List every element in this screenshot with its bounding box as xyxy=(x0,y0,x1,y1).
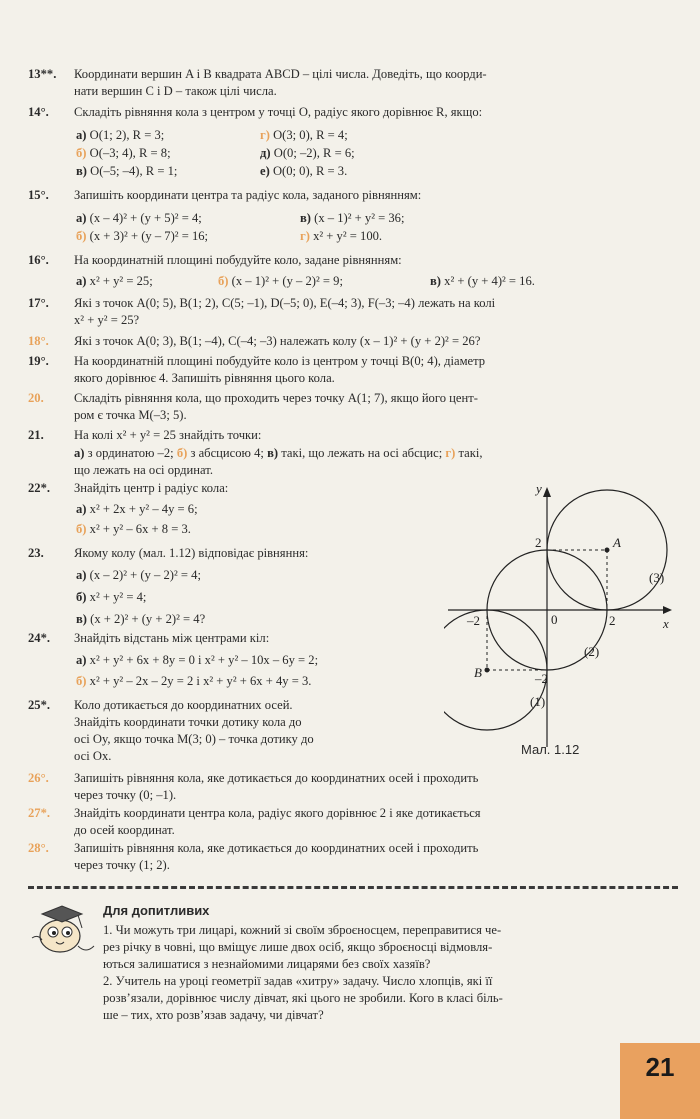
problem-text: На координатній площині побудуйте коло, задане рівнянням: xyxy=(74,253,402,267)
problem-number: 28°. xyxy=(28,841,49,855)
p14-g: г) O(3; 0), R = 4; xyxy=(260,128,348,142)
problem-text: Складіть рівняння кола, що проходить через точку A(1; 7), якщо його цент- xyxy=(74,391,478,405)
p15-v: в) (x – 1)² + y² = 36; xyxy=(300,211,405,225)
problem-number: 22*. xyxy=(28,481,51,495)
p16-a: а) x² + y² = 25; xyxy=(76,274,153,288)
problem-text: осі Oy, якщо точка M(3; 0) – точка дотику до xyxy=(74,732,314,746)
p21-line2: що лежать на осі ординат. xyxy=(74,463,213,477)
problem-text: Знайдіть відстань між центрами кіл: xyxy=(74,631,270,645)
label-zero: 0 xyxy=(551,612,558,627)
problem-text: через точку (0; –1). xyxy=(74,788,177,802)
p23-v: в) (x + 2)² + (y + 2)² = 4? xyxy=(76,612,206,626)
problem-number: 26°. xyxy=(28,771,49,785)
problem-text: Які з точок A(0; 5), B(1; 2), C(5; –1), D(–5; 0), E(–4; 3), F(–3; –4) лежать на колі xyxy=(74,296,496,310)
p21-line1: а) з ординатою –2; б) з абсцисою 4; в) такі, що лежать на осі абсцис; г) такі, xyxy=(74,446,483,460)
problem-text: Запишіть рівняння кола, яке дотикається до координатних осей і проходить xyxy=(74,771,479,785)
p23-a: а) (x – 2)² + (y – 2)² = 4; xyxy=(76,568,201,582)
p24-a: а) x² + y² + 6x + 8y = 0 і x² + y² – 10x – 6y = 2; xyxy=(76,653,319,667)
problem-text: Запишіть координати центра та радіус кола, заданого рівнянням: xyxy=(74,188,422,202)
problem-text: Координати вершин A і B квадрата ABCD – цілі числа. Доведіть, що коорди- xyxy=(74,67,487,81)
figure-caption: Мал. 1.12 xyxy=(521,742,580,757)
curious-title: Для допитливих xyxy=(103,903,210,918)
p22-b: б) x² + y² – 6x + 8 = 3. xyxy=(76,522,191,536)
problem-number: 18°. xyxy=(28,334,49,348)
problem-number: 13**. xyxy=(28,67,57,81)
p24-b: б) x² + y² – 2x – 2y = 2 і x² + y² + 6x + 4y = 3. xyxy=(76,674,312,688)
p22-a: а) x² + 2x + y² – 4y = 6; xyxy=(76,502,198,516)
label-y: y xyxy=(536,481,542,496)
problem-text: На колі x² + y² = 25 знайдіть точки: xyxy=(74,428,262,442)
p16-b: б) (x – 1)² + (y – 2)² = 9; xyxy=(218,274,343,288)
problem-text: нати вершин C і D – також цілі числа. xyxy=(74,84,277,98)
curious-line: ються залишатися з незнайомими лицарями без своїх хазяїв? xyxy=(103,957,431,971)
problem-number: 21. xyxy=(28,428,44,442)
p23-b: б) x² + y² = 4; xyxy=(76,590,147,604)
coordinate-figure xyxy=(444,475,679,760)
p14-e: е) O(0; 0), R = 3. xyxy=(260,164,348,178)
point-b xyxy=(485,668,490,673)
problem-text: Якому колу (мал. 1.12) відповідає рівняння: xyxy=(74,546,309,560)
problem-text: осі Ox. xyxy=(74,749,112,763)
curious-line: рез річку в човні, що вміщує лише двох осіб, якщо зброєносці відмовля- xyxy=(103,940,493,954)
problem-text: ром є точка M(–3; 5). xyxy=(74,408,187,422)
problem-text: Коло дотикається до координатних осей. xyxy=(74,698,293,712)
p14-d: д) O(0; –2), R = 6; xyxy=(260,146,355,160)
problem-text: якого дорівнює 4. Запишіть рівняння цього кола. xyxy=(74,371,335,385)
p14-v: в) O(–5; –4), R = 1; xyxy=(76,164,178,178)
problem-text: через точку (1; 2). xyxy=(74,858,170,872)
p15-b: б) (x + 3)² + (y – 7)² = 16; xyxy=(76,229,209,243)
problem-number: 20. xyxy=(28,391,44,405)
label-2y: 2 xyxy=(535,535,542,550)
problem-number: 19°. xyxy=(28,354,49,368)
problem-text: На координатній площині побудуйте коло із центром у точці B(0; 4), діаметр xyxy=(74,354,486,368)
label-neg2y: –2 xyxy=(535,671,548,686)
point-a xyxy=(605,548,610,553)
curious-line: ше – тих, хто розв’язав задачу, чи дівчат? xyxy=(103,1008,324,1022)
problem-text: Знайдіть координати точки дотику кола до xyxy=(74,715,302,729)
problem-text: Складіть рівняння кола з центром у точці O, радіус якого дорівнює R, якщо: xyxy=(74,105,483,119)
p15-g: г) x² + y² = 100. xyxy=(300,229,383,243)
label-circle-3: (3) xyxy=(649,570,665,585)
problem-number: 25*. xyxy=(28,698,51,712)
problem-text: до осей координат. xyxy=(74,823,175,837)
problem-number: 16°. xyxy=(28,253,49,267)
problem-number: 15°. xyxy=(28,188,49,202)
owl-scholar-icon xyxy=(28,898,98,958)
label-neg2x: –2 xyxy=(467,613,480,628)
page-number: 21 xyxy=(620,1043,700,1119)
problem-text: Знайдіть центр і радіус кола: xyxy=(74,481,229,495)
curious-line: розв’язали, дорівнює числу дівчат, які цього не зробили. Кого в класі біль- xyxy=(103,991,503,1005)
problem-text: Які з точок A(0; 3), B(1; –4), C(–4; –3) належать колу (x – 1)² + (y + 2)² = 26? xyxy=(74,334,481,348)
label-circle-2: (2) xyxy=(584,644,600,659)
label-a: A xyxy=(613,535,621,550)
problem-text: Запишіть рівняння кола, яке дотикається до координатних осей і проходить xyxy=(74,841,479,855)
label-2x: 2 xyxy=(609,613,616,628)
problem-text: x² + y² = 25? xyxy=(74,313,140,327)
x-axis-arrow xyxy=(663,606,672,614)
p15-a: а) (x – 4)² + (y + 5)² = 4; xyxy=(76,211,202,225)
problem-number: 24*. xyxy=(28,631,51,645)
p16-v: в) x² + (y + 4)² = 16. xyxy=(430,274,535,288)
label-b: B xyxy=(474,665,482,680)
section-separator xyxy=(28,886,678,889)
problem-number: 17°. xyxy=(28,296,49,310)
y-axis-arrow xyxy=(543,487,551,497)
problem-text: Знайдіть координати центра кола, радіус якого дорівнює 2 і яке дотикається xyxy=(74,806,481,820)
label-x: x xyxy=(663,616,669,631)
problem-number: 23. xyxy=(28,546,44,560)
problem-number: 14°. xyxy=(28,105,49,119)
curious-line: 1. Чи можуть три лицарі, кожний зі своїм зброєносцем, переправитися че- xyxy=(103,923,502,937)
curious-line: 2. Учитель на уроці геометрії задав «хитру» задачу. Число хлопців, які її xyxy=(103,974,493,988)
p14-a: а) O(1; 2), R = 3; xyxy=(76,128,165,142)
problem-number: 27*. xyxy=(28,806,51,820)
p14-b: б) O(–3; 4), R = 8; xyxy=(76,146,171,160)
label-circle-1: (1) xyxy=(530,694,546,709)
